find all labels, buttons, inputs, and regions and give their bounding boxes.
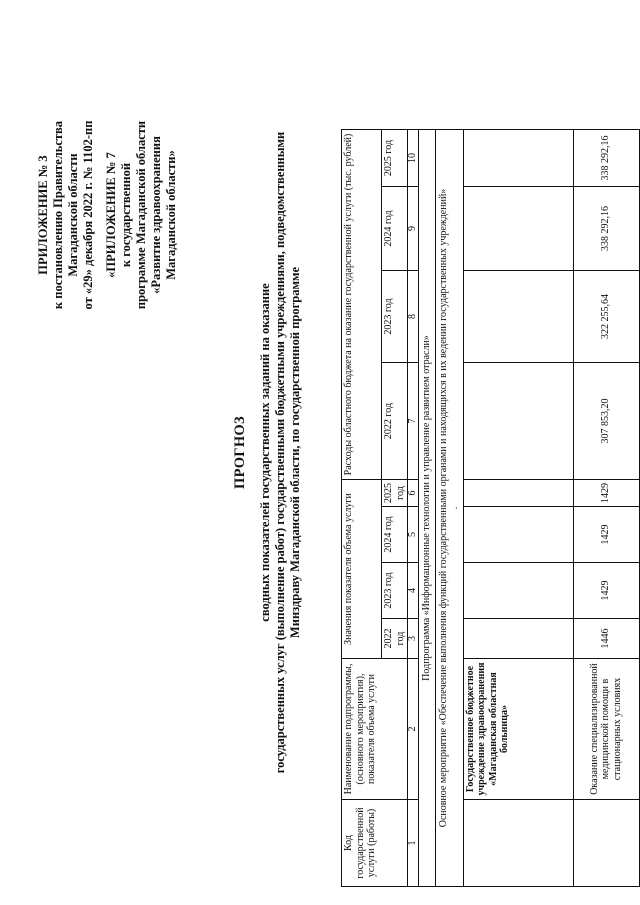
empty-cell <box>463 507 573 563</box>
institution-code-cell <box>463 800 573 887</box>
subtitle-line: Минздраву Магаданской области, по государственной программе <box>288 266 302 639</box>
appendix-3-line: Магаданской области <box>66 153 80 277</box>
column-number: 3 <box>408 619 419 659</box>
column-number: 6 <box>408 479 419 506</box>
appendix-7-line: к государственной <box>119 162 133 268</box>
column-number: 10 <box>408 129 419 186</box>
service-code-cell <box>573 800 639 887</box>
expense-2022: 307 853,20 <box>573 362 639 479</box>
header-budget-2022: 2022 год <box>382 362 408 479</box>
header-name: Наименование подпрограммы, (основного мероприятия), показателя объема услуги <box>342 659 408 800</box>
appendix-3-title: ПРИЛОЖЕНИЕ № 3 <box>36 155 50 275</box>
appendix-7-line: «Развитие здравоохранения <box>149 136 163 294</box>
empty-cell <box>463 270 573 362</box>
header-volume-2025: 2025 год <box>382 479 408 506</box>
column-number: 1 <box>408 800 419 887</box>
appendix-7-header <box>104 70 179 360</box>
column-number: 7 <box>408 362 419 479</box>
appendix-3-date: от «29» декабря 2022 г. № 1102-пп <box>81 120 95 310</box>
header-volume-2024: 2024 год <box>382 507 408 563</box>
forecast-table <box>341 129 640 887</box>
document-title: ПРОГНОЗ <box>232 416 248 489</box>
empty-cell <box>463 129 573 186</box>
appendix-3-line: к постановлению Правительства <box>51 120 65 310</box>
empty-cell <box>463 362 573 479</box>
column-number: 5 <box>408 507 419 563</box>
expense-2023: 322 255,64 <box>573 270 639 362</box>
header-budget-2023: 2023 год <box>382 270 408 362</box>
header-volume-2023: 2023 год <box>382 563 408 619</box>
header-budget-group: Расходы областного бюджета на оказание государственной услуги (тыс. рублей) <box>342 129 382 479</box>
appendix-3-header <box>36 65 96 365</box>
appendix-7-line: Магаданской области» <box>164 150 178 280</box>
expense-2025: 338 292,16 <box>573 129 639 186</box>
empty-cell <box>463 479 573 506</box>
column-number: 4 <box>408 563 419 619</box>
service-name: Оказание специализированной медицинской помощи в стационарных условиях <box>573 659 639 800</box>
column-number: 9 <box>408 186 419 270</box>
document-subtitle <box>258 60 303 845</box>
volume-2025: 1429 <box>573 479 639 506</box>
header-budget-2025: 2025 год <box>382 129 408 186</box>
appendix-7-line: программе Магаданской области <box>134 120 148 310</box>
volume-2023: 1429 <box>573 563 639 619</box>
header-volume-group: Значения показателя объема услуги <box>342 479 382 658</box>
appendix-7-title: «ПРИЛОЖЕНИЕ № 7 <box>104 152 118 278</box>
subtitle-line: сводных показателей государственных заданий на оказание <box>258 283 272 622</box>
empty-cell <box>463 563 573 619</box>
main-activity-row <box>435 129 463 886</box>
empty-cell <box>463 619 573 659</box>
subprogram-row: Подпрограмма «Информационные технологии и управление развитием отрасли» <box>419 129 436 886</box>
subtitle-line: государственных услуг (выполнение работ) государственными бюджетными учреждениями, подведомственными <box>273 131 287 774</box>
column-number: 2 <box>408 659 419 800</box>
header-code: Код государственной услуги (работы) <box>342 800 408 887</box>
volume-2022: 1446 <box>573 619 639 659</box>
main-activity-text: Основное мероприятие «Обеспечение выполнения функций государственными органами и находящихся в их ведении государственных учреждений» <box>437 188 449 828</box>
main-activity-dot: . <box>449 506 460 510</box>
institution-name: Государственное бюджетное учреждение здравоохранения «Магаданская областная больница» <box>463 659 573 800</box>
expense-2024: 338 292,16 <box>573 186 639 270</box>
header-budget-2024: 2024 год <box>382 186 408 270</box>
volume-2024: 1429 <box>573 507 639 563</box>
header-volume-2022: 2022 год <box>382 619 408 659</box>
column-number: 8 <box>408 270 419 362</box>
empty-cell <box>463 186 573 270</box>
